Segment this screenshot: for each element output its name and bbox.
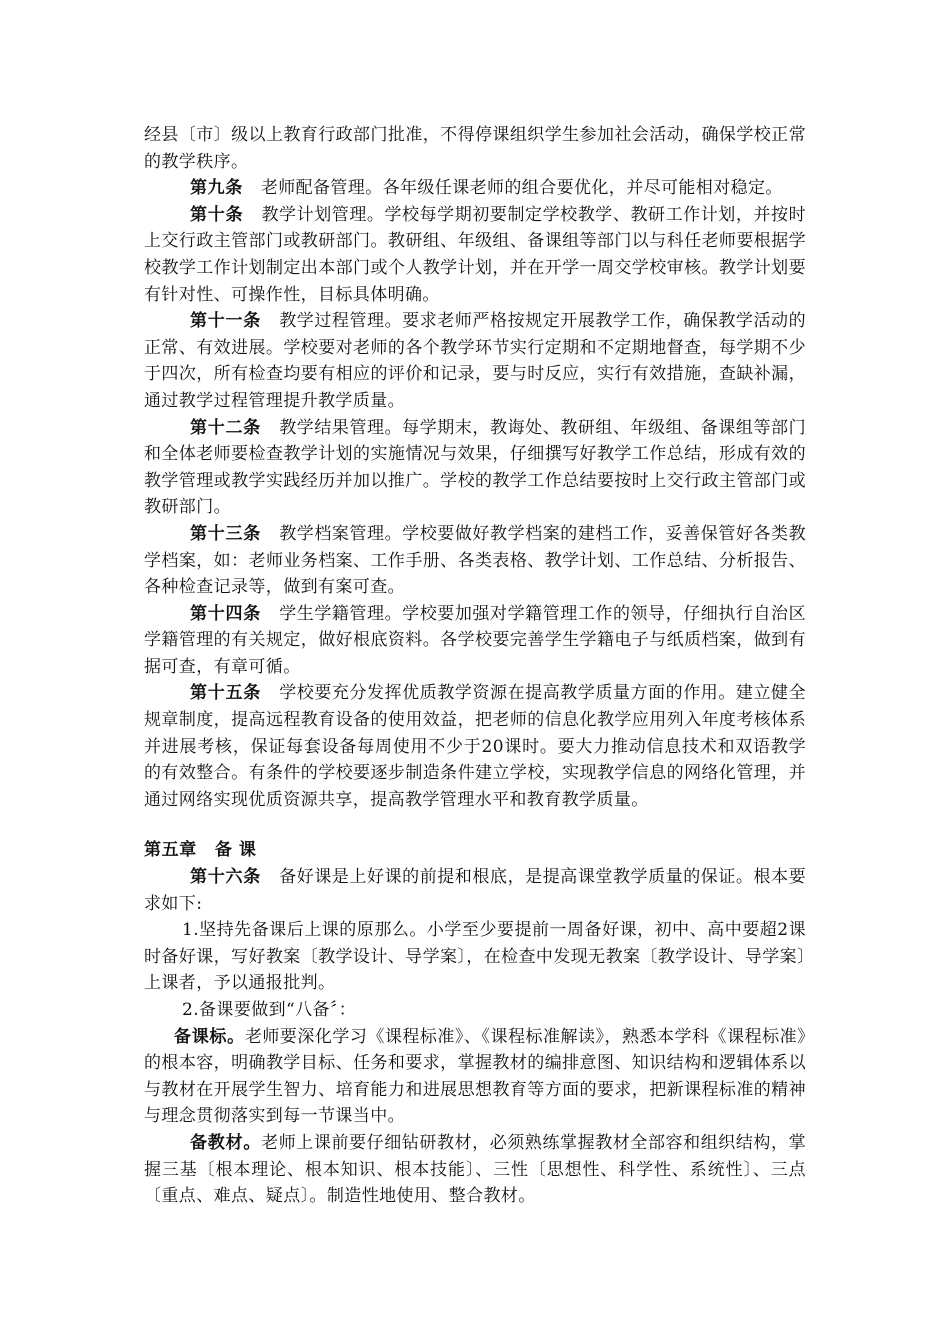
prep-title: 备课标。	[174, 1026, 245, 1047]
paragraph-text: 经县〔市〕级以上教育行政部门批准，不得停课组织学生参加社会活动，确保学校正常的教学秩序。	[144, 125, 806, 172]
article-10	[144, 202, 806, 308]
list-item-text: 1.坚持先备课后上课的原那么。小学至少要提前一周备好课，初中、高中要超2课时备好课，写好教案〔教学设计、导学案〕，在检查中发现无教案〔教学设计、导学案〕上课者，予以通报批判。	[144, 920, 806, 994]
prep-body: 老师上课前要仔细钻研教材，必须熟练掌握教材全部容和组织结构，掌握三基〔根本理论、根本知识、根本技能〕、三性〔思想性、科学性、系统性〕、三点〔重点、难点、疑点〕。制造性地使用、整合教材。	[144, 1132, 806, 1207]
article-body: 教学过程管理。要求老师严格按规定开展教学工作，确保教学活动的正常、有效进展。学校要对老师的各个教学环节实行定期和不定期地督查，每学期不少于四次，所有检查均要有相应的评价和记录，要与时反应，实行有效措施，查缺补漏，通过教学过程管理提升教学质量。	[144, 311, 806, 411]
article-12	[144, 415, 806, 521]
article-body: 教学计划管理。学校每学期初要制定学校教学、教研工作计划，并按时上交行政主管部门或教研部门。教研组、年级组、备课组等部门以与科任老师要根据学校教学工作计划制定出本部门或个人教学计划，并在开学一周交学校审核。教学计划要有针对性、可操作性，目标具体明确。	[144, 204, 806, 305]
document-body	[144, 122, 806, 1210]
article-title: 第十六条	[190, 867, 262, 888]
article-13	[144, 521, 806, 601]
article-title: 第十四条	[190, 603, 262, 624]
chapter-heading	[144, 837, 806, 864]
article-title: 第十二条	[190, 417, 262, 438]
article-body: 教学档案管理。学校要做好教学档案的建档工作，妥善保管好各类教学档案，如：老师业务档案、工作手册、各类表格、教学计划、工作总结、分析报告、各种检查记录等，做到有案可查。	[144, 523, 806, 598]
list-item-2	[144, 997, 806, 1024]
article-15	[144, 680, 806, 813]
article-body: 老师配备管理。各年级任课老师的组合要优化，并尽可能相对稳定。	[260, 178, 783, 199]
prep-textbook	[144, 1130, 806, 1210]
list-item-1	[144, 917, 806, 997]
paragraph-continuation	[144, 122, 806, 175]
article-title: 第十一条	[190, 311, 262, 332]
article-body: 学校要充分发挥优质教学资源在提高教学质量方面的作用。建立健全规章制度，提高远程教育设备的使用效益，把老师的信息化教学应用列入年度考核体系并进展考核，保证每套设备每周使用不少于20课时。要大力推动信息技术和双语教学的有效整合。有条件的学校要逐步制造条件建立学校，实现教学信息的网络化管理，并通过网络实现优质资源共享，提高教学管理水平和教育教学质量。	[144, 683, 806, 810]
article-title: 第十条	[190, 204, 244, 225]
chapter-title: 备 课	[214, 840, 257, 861]
article-body: 教学结果管理。每学期末，教诲处、教研组、年级组、备课组等部门和全体老师要检查教学计划的实施情况与效果，仔细撰写好教学工作总结，形成有效的教学管理或教学实践经历并加以推广。学校的教学工作总结要按时上交行政主管部门或教研部门。	[144, 417, 806, 518]
prep-standards	[144, 1024, 806, 1130]
article-9	[144, 175, 806, 202]
article-body: 学生学籍管理。学校要加强对学籍管理工作的领导，仔细执行自治区学籍管理的有关规定，做好根底资料。各学校要完善学生学籍电子与纸质档案，做到有据可查，有章可循。	[144, 603, 806, 677]
prep-body: 老师要深化学习《课程标准》、《课程标准解读》，熟悉本学科《课程标准》的根本容，明确教学目标、任务和要求，掌握教材的编排意图、知识结构和逻辑体系以与教材在开展学生智力、培育能力和进展思想教育等方面的要求，把新课程标准的精神与理念贯彻落实到每一节课当中。	[144, 1026, 806, 1127]
article-body: 备好课是上好课的前提和根底，是提高课堂教学质量的保证。根本要求如下:	[144, 867, 806, 914]
list-item-text: 2.备课要做到“八备〞：	[182, 1000, 357, 1020]
chapter-label: 第五章	[144, 840, 197, 861]
article-16	[144, 864, 806, 917]
article-title: 第十五条	[190, 683, 262, 704]
article-11	[144, 308, 806, 414]
article-title: 第九条	[190, 178, 243, 199]
article-title: 第十三条	[190, 523, 262, 544]
prep-title: 备教材。	[190, 1132, 262, 1153]
article-14	[144, 601, 806, 681]
